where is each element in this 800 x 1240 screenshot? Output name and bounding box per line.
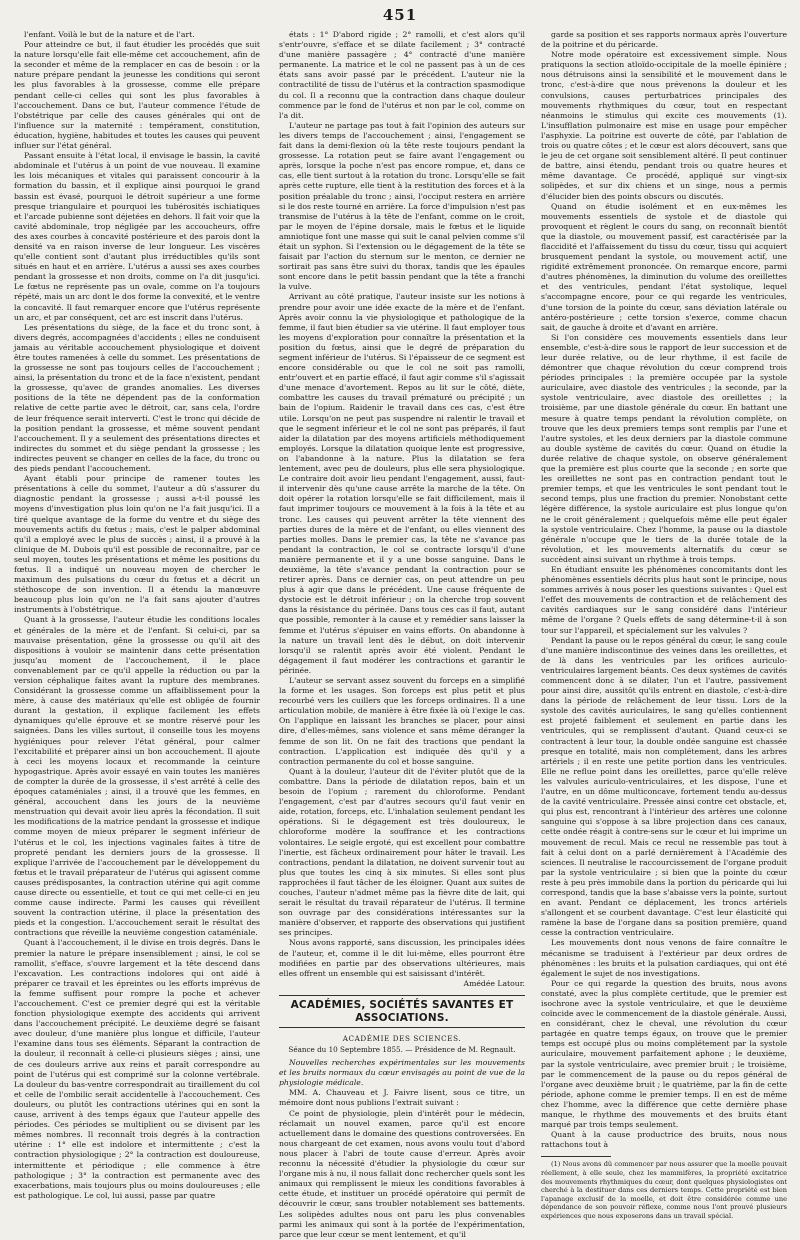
- paragraph: Ayant établi pour principe de ramener toutes les présentations à celle du sommet, l'auteur a dû s'assurer du diagnostic pendant la grossesse ; aussi a-t-il poussé les moyens d'investigation plus loin qu'on ne l'a fait jusqu'ici. Il a tiré quelque avantage de la forme du ventre et du siège des mouvements actifs du fœtus ; mais, c'est le palper abdominal qu'il a employé avec le plus de succès ; ainsi, il a prouvé à la clinique de M. Dubois qu'il est possible de reconnaître, par ce seul moyen, toutes les présentations et même les positions du fœtus. Il a indiqué un nouveau moyen de chercher le maximum des pulsations du cœur du fœtus et a décrit un stéthoscope de son invention. Il a étendu la manœuvre beaucoup plus loin qu'on ne l'a fait sans ajouter d'autres instruments à l'obstétrique.: [14, 474, 260, 615]
- paragraph: Passant ensuite à l'état local, il envisage le bassin, la cavité abdominale et l'utérus à un point de vue nouveau. Il examine les lois mécaniques et vitales qui paraissent concourir à la formation du bassin, et il explique ainsi pourquoi le grand bassin est évasé, pourquoi le détroit supérieur a une forme presque triangulaire et pourquoi les tubérosités ischiatiques et l'arcade pubienne sont déjetées en dehors. Il fait voir que la cavité abdominale, trop négligée par les accoucheurs, offre des axes courbes à concavité postérieure et des parois dont la densité va en raison inverse de leur longueur. Les viscères qu'elle contient sont d'autant plus irréductibles qu'ils sont situés en haut et en arrière. L'utérus a aussi ses axes courbes pendant la grossesse et non droits, comme on l'a dit jusqu'ici. Le fœtus ne représente pas un ovale, comme on l'a toujours répété, mais un arc dont le dos forme la convexité, et le ventre la concavité. Il faut remarquer encore que l'utérus représente un arc, et par conséquent, cet arc est inscrit dans l'utérus.: [14, 151, 260, 322]
- paragraph: Les présentations du siège, de la face et du tronc sont, à divers degrés, accompagnées d'accidents ; elles ne conduisent jamais au véritable accouchement physiologique et doivent être toutes ramenées à celle du sommet. Les présentations de la grossesse ne sont pas toujours celles de l'accouchement ; ainsi, la présentation du tronc et de la face n'existent, pendant la grossesse, qu'avec de grandes anomalies. Les diverses positions de la tête ne dépendent pas de la conformation relative de cette partie avec le détroit, car, sans cela, l'ordre de leur fréquence serait interverti. C'est le tronc qui décide de la position pendant la grossesse, et même souvent pendant l'accouchement. Il y a seulement des présentations directes et indirectes du sommet et du siège pendant la grossesse ; les indirectes peuvent se changer en celles de la face, du tronc ou des pieds pendant l'accouchement.: [14, 322, 260, 474]
- paragraph: Arrivant au côté pratique, l'auteur insiste sur les notions à prendre pour avoir une idée exacte de la mère et de l'enfant. Après avoir connu la vie physiologique et pathologique de la femme, il faut bien étudier sa vie utérine. Il faut employer tous les moyens d'exploration pour connaître la présentation et la position du fœtus, ainsi que le degré de préparation du segment inférieur de l'utérus. Si l'épaisseur de ce segment est encore considérable ou que le col ne soit pas ramolli, entr'ouvert et en partie effacé, il faut agir comme s'il s'agissait d'une menace d'avortement. Repos au lit sur le côté, diète, combattre les causes du travail prématuré ou précipité ; un bain de l'opium. Raidenir le travail dans ces cas, c'est être utile. Lorsqu'on ne peut pas suspendre ni ralentir le travail et que le segment inférieur et le col ne sont pas préparés, il faut aider la dilatation par des moyens artificiels méthodiquement employés. Lorsque la dilatation quoique lente est progressive, on l'abandonne à la nature. Plus la dilatation se fera lentement, avec peu de douleurs, plus elle sera physiologique. Le contraire doit avoir lieu pendant l'engagement, aussi, faut-il intervenir dès qu'une cause arrête la marche de la tête. On doit opérer la rotation lorsqu'elle se fait difficilement, mais il faut imprimer toujours ce mouvement à la fois à la tête et au tronc. Les causes qui peuvent arrêter la tête viennent des parties dures de la mère et de l'enfant, ou elles viennent des parties molles. Dans le premier cas, la tête ne s'avance pas pendant la contraction, le col se contracte lorsqu'il d'une manière permanente et il y a une bosse sanguine. Dans le deuxième, la tête s'avance pendant la contraction pour se retirer après. Dans ce dernier cas, on peut attendre un peu plus à agir que dans le précédent. Une cause fréquente de dystocie est le détroit inférieur ; on la cherche trop souvent dans la résistance du périnée. Dans tous ces cas il faut, autant que possible, remonter à la cause et y remédier sans laisser la femme et l'utérus s'épuiser en vains efforts. On abandonne à la nature un travail lent dès le début, on doit intervenir lorsqu'il se ralentit après avoir été violent. Pendant le dégagement il faut modérer les contractions et garantir le périnée.: [279, 292, 525, 675]
- paragraph: Pour atteindre ce but, il faut étudier les procédés que suit la nature lorsqu'elle fait elle-même cet accouchement, afin de la seconder et même de la remplacer en cas de besoin : or la nature prépare pendant la jeunesse les conditions qui seront les plus favorables à la grossesse, comme elle prépare pendant celle-ci celles qui sont les plus favorables à l'accouchement. Dans ce but, l'auteur commence l'étude de l'obstétrique par celle des causes générales qui ont de l'influence sur la maternité : tempérament, constitution, éducation, hygiène, habitudes et toutes les causes qui peuvent influer sur l'état général.: [14, 40, 260, 151]
- section-divider-bottom: [279, 1027, 525, 1028]
- paragraph: garde sa position et ses rapports normaux après l'ouverture de la poitrine et du péricarde.: [541, 30, 787, 50]
- memoir-title: Nouvelles recherches expérimentales sur les mouvements et les bruits normaux du cœur envisagés au point de vue de la physiologie médicale.: [279, 1058, 525, 1088]
- paragraph: Ce point de physiologie, plein d'intérêt pour le médecin, réclamait un nouvel examen, parce qu'il est encore actuellement dans le domaine des questions controversées. En nous chargeant de cet examen, nous avons voulu tout d'abord nous placer à l'abri de toute cause d'erreur. Après avoir reconnu la nécessité d'étudier la physiologie du cœur sur l'organe mis à nu, il nous fallait donc rechercher quels sont les animaux qui remplissent le mieux les conditions favorables à cette étude, et instituer un procédé opératoire qui permît de découvrir le cœur, sans troubler notablement ses battements. Les solipèdes adultes nous ont paru les plus convenables parmi les animaux qui sont à la portée de l'expérimentation, parce que leur cœur se ment lentement, et qu'il: [279, 1108, 525, 1239]
- footnote-rule: [541, 1156, 611, 1157]
- paragraph: Quant à la cause productrice des bruits, nous nous rattachons tout à: [541, 1130, 787, 1150]
- academy-heading: ACADÉMIE DES SCIENCES.: [342, 1033, 462, 1043]
- column-right: [541, 30, 788, 1220]
- column-left: [14, 30, 260, 1200]
- paragraph: L'auteur se servant assez souvent du forceps en a simplifié la forme et les usages. Son forceps est plus petit et plus recourbé vers les cuillers que les forceps ordinaires. Il a une articulation mobile, de manière à être fixée là où l'exige le cas. On l'applique en laissant les branches se placer, pour ainsi dire, d'elles-mêmes, sans violence et sans même déranger la femme de son lit. On ne fait des tractions que pendant la contraction. L'application est indiquée dès qu'il y a contraction permanente du col et bosse sanguine.: [279, 676, 525, 766]
- paragraph: Quant à l'accouchement, il le divise en trois degrés. Dans le premier la nature le prépare insensiblement ; ainsi, le col se ramollit, s'efface, s'ouvre largement et la tête descend dans l'excavation. Les contractions indolores qui ont aidé à préparer ce travail et les épreintes ou les efforts imprévus de la femme suffisent pour rompre la poche et achever l'accouchement. C'est ce premier degré qui est la véritable fonction physiologique exempte des accidents qui arrivent dans l'accouchement précipité. Le deuxième degré se faisant avec douleur, d'une manière plus longue et difficile, l'auteur l'examine dans tous ses éléments. Séparant la contraction de la douleur, il reconnaît à celle-ci plusieurs sièges ; ainsi, une de ces douleurs arrive aux reins et paraît correspondre au point de l'utérus qui est comprimé sur la colonne vertébrale. La douleur du bas-ventre correspondrait au tiraillement du col et celle de l'ombilic serait accidentelle à l'accouchement. Ces douleurs, ou plutôt les contractions utérines qui en sont la cause, arrivent à des temps égaux que l'auteur appelle des périodes. Ces périodes se multiplient ou se divisent par les mêmes nombres. Il reconnaît trois degrés à la contraction utérine : 1° elle est indolore et intermittente ; c'est la contraction physiologique ; 2° la contraction est douloureuse, intermittente et périodique ; elle commence à être pathologique ; 3° la contraction est permanente avec des exacerbations, mais toujours plus ou moins douloureuses ; elle est pathologique. Le col, lui aussi, passe par quatre: [14, 938, 260, 1200]
- section-divider-top: [279, 995, 525, 996]
- footnote: (1) Nous avons dû commencer par nous assurer que la moelle pouvait réellement, à elle seule, chez les mammifères, la propriété excitatrice des mouvements rhythmiques du cœur, dont quelques physiologistes ont cherché à la destituer dans ces derniers temps. Cette propriété est bien l'apanage exclusif de la moelle, et doit être considérée comme une dépendance de son pouvoir réflexe, comme nous l'ont prouvé plusieurs expériences que nous exposerons dans un travail spécial.: [541, 1160, 787, 1220]
- paragraph: l'enfant. Voilà le but de la nature et de l'art.: [24, 30, 195, 39]
- paragraph: En étudiant ensuite les phénomènes concomitants dont les phénomènes essentiels décrits plus haut sont le principe, nous sommes arrivés à nous poser les questions suivantes : Quel est l'effet des mouvements de contraction et de relâchement des cavités cardiaques sur le sang considéré dans l'intérieur même de l'organe ? Quels effets de sang détermine-t-il à son tour sur l'appareil, et spécialement sur les valvules ?: [541, 564, 787, 635]
- paragraph: Pendant la pause ou le repos général du cœur, le sang coule d'une manière indiscontinue des veines dans les oreillettes, et de là dans les ventricules par les orifices auriculo-ventriculaires largement béants. Ces deux systèmes de cavités commencent donc à se dilater, l'un et l'autre, passivement pour ainsi dire, aussitôt qu'ils entrent en diastole, c'est-à-dire dans la période de relâchement de leur tissu. Lors de la systole des cavités auriculaires, le sang qu'elles contiennent est projeté faiblement et seulement en partie dans les ventricules, qui se remplissent d'autant. Quand ceux-ci se contractent à leur tour, la double ondée sanguine est chassée presque en totalité, mais non complétement, dans les arbres artériels ; il en reste une petite portion dans les ventricules. Elle ne reflue point dans les oreillettes, parce qu'elle relève les valvules auriculo-ventriculaires, et les dispose, l'une et l'autre, en un dôme multiconcave, fortement tendu au-dessus de la cavité ventriculaire. Pressée ainsi contre cet obstacle, et, qui plus est, rencontrant à l'intérieur des artères une colonne sanguine qui s'oppose à sa libre projection dans ces canaux, cette ondée réagit à contre-sens sur le cœur et lui imprime un mouvement de recul. Mais ce recul ne ressemble pas tout à fait à celui dont on a parlé dernièrement à l'Académie des sciences. Il neutralise le raccourcissement de l'organe produit par la systole ventriculaire ; si bien que la pointe du cœur reste à peu près immobile dans la portion du péricarde qui lui correspond, tandis que la base s'abaisse vers la pointe, surtout en avant. Pendant ce déplacement, les troncs artériels s'allongent et se courbent davantage. C'est leur élasticité qui ramène la base de l'organe dans sa position première, quand cesse la contraction ventriculaire.: [541, 635, 788, 938]
- column-middle: [279, 30, 525, 1239]
- article-signature: Amédée Latour.: [463, 978, 525, 988]
- paragraph: Quant à la grossesse, l'auteur étudie les conditions locales et générales de la mère et de l'enfant. Si celui-ci, par sa mauvaise présentation, gêne la grossesse ou qu'il ait des dispositions à vouloir se maintenir dans cette présentation jusqu'au moment de l'accouchement, il le place convenablement par ce qu'il appelle la réduction ou par la version céphalique faites avant la rupture des membranes. Considérant la grossesse comme un affaiblissement pour la mère, à cause des matériaux qu'elle est obligée de fournir durant la gestation, il explique facilement les effets dynamiques qu'elle éprouve et se montre réservé pour les saignées. Dans les villes surtout, il conseille tous les moyens hygiéniques pour relever l'état général, pour calmer l'excitabilité et préparer ainsi un bon accouchement. Il ajoute à ceci les moyens locaux et recommande la ceinture hypogastrique. Après avoir essayé en vain toutes les manières de compter la durée de la grossesse, il s'est arrêté à celle des époques cataméniales ; ainsi, il a trouvé que les femmes, en général, accouchent dans les jours de la neuvième menstruation qui devait avoir lieu après la fécondation. Il suit les modifications de la matrice pendant la grossesse et indique comme moyen de mieux préparer le segment inférieur de l'utérus et le col, les injections vaginales faites à titre de propreté pendant les derniers jours de la grossesse. Il explique l'arrivée de l'accouchement par le développement du fœtus et le travail préparateur de l'utérus qui agissent comme causes prédisposantes, la contraction utérine qui agit comme cause directe ou essentielle, et tout ce qui met celle-ci en jeu comme cause indirecte. Parmi les causes qui réveillent souvent la contraction utérine, il place la présentation des pieds et la congestion. L'accouchement serait le résultat des contractions que réveille la neuvième congestion cataméniale.: [14, 615, 260, 938]
- paragraph: Les mouvements dont nous venons de faire connaître le mécanisme se traduisent à l'extérieur par deux ordres de phénomènes : les bruits et la pulsation cardiaques, qui ont été également le sujet de nos investigations.: [541, 938, 787, 978]
- paragraph: Notre mode opératoire est excessivement simple. Nous pratiquons la section atloïdo-occipitale de la moelle épinière ; nous détruisons ainsi la sensibilité et le mouvement dans le tronc, c'est-à-dire que nous prévenons la douleur et les convulsions, causes perturbatrices principales des mouvements rhythmiques du cœur, tout en respectant néanmoins le stimulus qui excite ces mouvements (1). L'insufflation pulmonaire est mise en usage pour empêcher l'asphyxie. La poitrine est ouverte de côté, par l'ablation de trois ou quatre côtes ; et le cœur est alors découvert, sans que le jeu de cet organe soit sensiblement altéré. Il peut continuer de battre, ainsi étendu, pendant trois ou quatre heures et même davantage. Ce procédé, appliqué sur vingt-six solipèdes, et sur dix chiens et un singe, nous a permis d'élucider bien des points obscurs ou discutés.: [541, 50, 787, 201]
- paragraph: Pour ce qui regarde la question des bruits, nous avons constaté, avec la plus complète certitude, que le premier est isochrone avec la systole ventriculaire, et que le deuxième coïncide avec le commencement de la diastole générale. Aussi, en considérant, chez le cheval, une révolution du cœur partagée en quatre temps égaux, on trouve que le premier temps est occupé plus ou moins complétement par la systole auriculaire, mouvement parfaitement aphone ; le deuxième, par la systole ventriculaire, avec premier bruit ; le troisième, par le commencement de la pause ou du repos général de l'organe avec deuxième bruit ; le quatrième, par la fin de cette période, aphone comme le premier temps. Il en est de même chez l'homme, avec la différence que cette dernière phase manque, le rhythme des mouvements et des bruits étant marqué par trois temps seulement.: [541, 978, 787, 1130]
- section-title: ACADÉMIES, SOCIÉTÉS SAVANTES ET ASSOCIATIONS.: [290, 998, 514, 1024]
- page-number: 451: [382, 6, 418, 24]
- paragraph: Si l'on considère ces mouvements essentiels dans leur ensemble, c'est-à-dire sous le rapport de leur succession et de leur durée relative, ou de leur rhythme, il est facile de démontrer que chaque révolution du cœur comprend trois périodes principales : la première occupée par la systole auriculaire, avec diastole des ventricules ; la seconde, par la systole ventriculaire, avec diastole des oreillettes ; la troisième, par une diastole générale du cœur. En battant une mesure à quatre temps pendant la révolution complète, on trouve que les deux premiers temps sont remplis par l'une et l'autre systoles, et les deux derniers par la diastole commune au double système de cavités du cœur. Quand on étudie la durée relative de chaque systole, on observe généralement que la première est plus courte que la seconde ; en sorte que les oreillettes ne sont pas en contraction pendant tout le premier temps, et que les ventricules le sont pendant tout le second temps, plus une fraction du premier. Nonobstant cette légère différence, la systole auriculaire est plus longue qu'on ne le croit généralement ; quelquefois même elle peut égaler la systole ventriculaire. Chez l'homme, la pause ou la diastole générale n'occupe que le tiers de la durée totale de la révolution, et les mouvements alternatifs du cœur se succèdent ainsi suivant un rhythme à trois temps.: [541, 332, 787, 564]
- paragraph: Quand on étudie isolément et en eux-mêmes les mouvements essentiels de systole et de diastole qui provoquent et règlent le cours du sang, on reconnaît bientôt que la diastole, ou mouvement passif, est caractérisée par la flaccidité et l'affaissement du tissu du cœur, tissu qui acquiert brusquement pendant la systole, ou mouvement actif, une rigidité extrêmement prononcée. On remarque encore, parmi d'autres phénomènes, la diminution du volume des oreillettes et des ventricules, pendant l'état systolique, lequel s'accompagne encore, pour ce qui regarde les ventricules, d'une torsion de la pointe du cœur, sans déviation latérale ou antéro-postérieure ; cette torsion s'exerce, comme chacun sait, de gauche à droite et d'avant en arrière.: [541, 201, 787, 332]
- paragraph: états : 1° D'abord rigide ; 2° ramolli, et c'est alors qu'il s'entr'ouvre, s'efface et se dilate facilement ; 3° contracté d'une manière passagère ; 4° contracté d'une manière permanente. La matrice et le col ne passent pas à un de ces états sans avoir passé par le précédent. L'auteur nie la contractilité de tissu de l'utérus et la contraction spasmodique du col. Il a reconnu que la contraction dans chaque douleur commence par le fond de l'utérus et non par le col, comme on l'a dit.: [279, 30, 525, 120]
- paragraph: Nous avons rapporté, sans discussion, les principales idées de l'auteur, et, comme il le dit lui-même, elles pourront être modifiées en partie par des observations ultérieures, mais elles offrent un ensemble qui est saisissant d'intérêt.: [279, 938, 525, 978]
- paragraph: MM. A. Chauveau et J. Faivre lisent, sous ce titre, un mémoire dont nous publions l'extrait suivant :: [279, 1088, 525, 1108]
- seance-line: Séance du 10 Septembre 1855. — Présidence de M. Regnault.: [288, 1045, 516, 1054]
- paragraph: Quant à la douleur, l'auteur dit de l'éviter plutôt que de la combattre. Dans la période de dilatation repos, bain et un besoin de l'opium ; rarement du chloroforme. Pendant l'engagement, c'est par d'autres secours qu'il faut venir en aide, rotation, forceps, etc. L'inhalation seulement pendant les opérations. Si le dégagement est très douloureux, le chloroforme modère la souffrance et les contractions volontaires. Le seigle ergoté, qui est excellent pour combattre l'inertie, est fâcheux ordinairement pour hâter le travail. Les contractions, pendant la dilatation, ne doivent survenir tout au plus que toutes les cinq à six minutes. Si elles sont plus rapprochées il faut tâcher de les éloigner. Quant aux suites de couches, l'auteur n'admet même pas la fièvre dite de lait, qui serait le résultat du travail réparateur de l'utérus. Il termine son ouvrage par des considérations intéressantes sur la manière d'observer, et rapporte des observations qui justifient ses principes.: [279, 766, 525, 938]
- paragraph: L'auteur ne partage pas tout à fait l'opinion des auteurs sur les divers temps de l'accouchement ; ainsi, l'engagement se fait dans la demi-flexion où la tête reste toujours pendant la grossesse. La rotation peut se faire avant l'engagement ou après, lorsque la poche n'est pas encore rompue, et, dans ce cas, elle tient surtout à la rotation du tronc. Lorsqu'elle se fait après cette rupture, elle tient à la restitution des forces et à la position préalable du tronc ; ainsi, l'occiput restera en arrière si le dos reste tourné en arrière. La force d'impulsion n'est pas transmise de l'utérus à la tête de l'enfant, comme on le croit, par le moyen de l'épine dorsale, mais le fœtus et le liquide amniotique font une masse qui suit le canal pelvien comme s'il était un syphon. Si l'extension ou le dégagement de la tête se faisait par l'action du sternum sur le menton, ce dernier ne sortirait pas sans être suivi du thorax, tandis que les épaules sont encore dans le petit bassin pendant que la tête a franchi la vulve.: [279, 120, 525, 292]
